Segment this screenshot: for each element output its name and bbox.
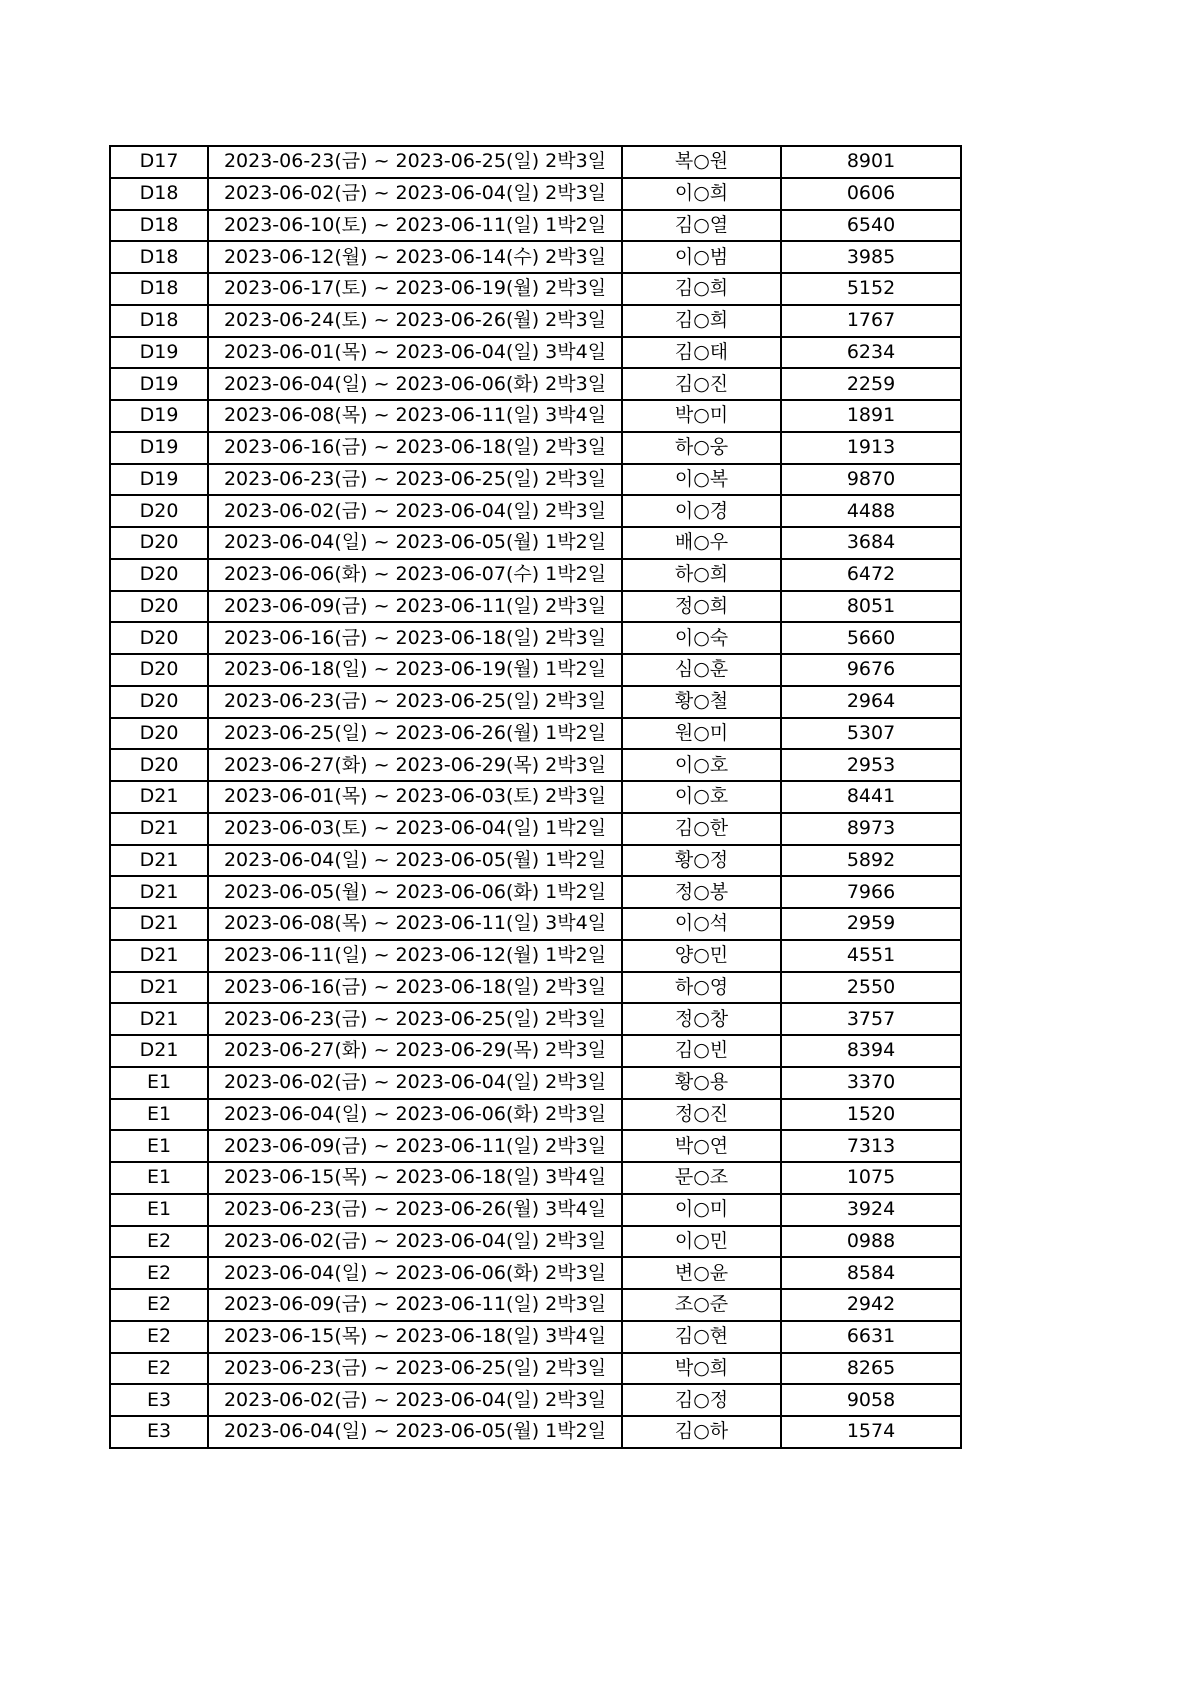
period-cell: 2023-06-27(화) ~ 2023-06-29(목) 2박3일 (208, 1035, 622, 1067)
period-cell: 2023-06-23(금) ~ 2023-06-26(월) 3박4일 (208, 1194, 622, 1226)
table-row (110, 1384, 961, 1416)
table-row (110, 749, 961, 781)
period-cell: 2023-06-08(목) ~ 2023-06-11(일) 3박4일 (208, 400, 622, 432)
phone-suffix-cell: 8265 (781, 1353, 961, 1385)
phone-suffix-cell: 3757 (781, 1003, 961, 1035)
guest-name-cell: 김○희 (622, 305, 781, 337)
phone-suffix-cell: 2942 (781, 1289, 961, 1321)
table-row (110, 781, 961, 813)
site-cell: D21 (110, 1003, 208, 1035)
guest-name-cell: 양○민 (622, 940, 781, 972)
site-cell: E1 (110, 1130, 208, 1162)
phone-suffix-cell: 5660 (781, 622, 961, 654)
table-row (110, 813, 961, 845)
site-cell: D19 (110, 368, 208, 400)
table-row (110, 495, 961, 527)
table-row (110, 1321, 961, 1353)
period-cell: 2023-06-06(화) ~ 2023-06-07(수) 1박2일 (208, 559, 622, 591)
site-cell: D20 (110, 718, 208, 750)
phone-suffix-cell: 5307 (781, 718, 961, 750)
guest-name-cell: 이○범 (622, 241, 781, 273)
guest-name-cell: 박○미 (622, 400, 781, 432)
site-cell: D19 (110, 432, 208, 464)
period-cell: 2023-06-04(일) ~ 2023-06-05(월) 1박2일 (208, 527, 622, 559)
site-cell: D18 (110, 241, 208, 273)
period-cell: 2023-06-23(금) ~ 2023-06-25(일) 2박3일 (208, 464, 622, 496)
phone-suffix-cell: 2953 (781, 749, 961, 781)
phone-suffix-cell: 8441 (781, 781, 961, 813)
phone-suffix-cell: 8901 (781, 146, 961, 178)
guest-name-cell: 이○석 (622, 908, 781, 940)
site-cell: D19 (110, 337, 208, 369)
period-cell: 2023-06-15(목) ~ 2023-06-18(일) 3박4일 (208, 1321, 622, 1353)
table-row (110, 1289, 961, 1321)
table-row (110, 972, 961, 1004)
guest-name-cell: 이○호 (622, 749, 781, 781)
period-cell: 2023-06-15(목) ~ 2023-06-18(일) 3박4일 (208, 1162, 622, 1194)
guest-name-cell: 김○한 (622, 813, 781, 845)
phone-suffix-cell: 7966 (781, 876, 961, 908)
phone-suffix-cell: 3684 (781, 527, 961, 559)
period-cell: 2023-06-23(금) ~ 2023-06-25(일) 2박3일 (208, 1353, 622, 1385)
phone-suffix-cell: 6631 (781, 1321, 961, 1353)
period-cell: 2023-06-18(일) ~ 2023-06-19(월) 1박2일 (208, 654, 622, 686)
period-cell: 2023-06-09(금) ~ 2023-06-11(일) 2박3일 (208, 1289, 622, 1321)
period-cell: 2023-06-02(금) ~ 2023-06-04(일) 2박3일 (208, 178, 622, 210)
period-cell: 2023-06-09(금) ~ 2023-06-11(일) 2박3일 (208, 1130, 622, 1162)
phone-suffix-cell: 1767 (781, 305, 961, 337)
phone-suffix-cell: 3985 (781, 241, 961, 273)
guest-name-cell: 심○훈 (622, 654, 781, 686)
site-cell: D21 (110, 876, 208, 908)
period-cell: 2023-06-12(월) ~ 2023-06-14(수) 2박3일 (208, 241, 622, 273)
period-cell: 2023-06-03(토) ~ 2023-06-04(일) 1박2일 (208, 813, 622, 845)
guest-name-cell: 이○희 (622, 178, 781, 210)
site-cell: D18 (110, 210, 208, 242)
table-row (110, 1067, 961, 1099)
period-cell: 2023-06-04(일) ~ 2023-06-06(화) 2박3일 (208, 1257, 622, 1289)
phone-suffix-cell: 8394 (781, 1035, 961, 1067)
site-cell: E2 (110, 1353, 208, 1385)
phone-suffix-cell: 9058 (781, 1384, 961, 1416)
table-row (110, 1162, 961, 1194)
phone-suffix-cell: 8973 (781, 813, 961, 845)
site-cell: E2 (110, 1321, 208, 1353)
site-cell: E2 (110, 1257, 208, 1289)
guest-name-cell: 이○호 (622, 781, 781, 813)
table-row (110, 1257, 961, 1289)
guest-name-cell: 복○원 (622, 146, 781, 178)
site-cell: D20 (110, 749, 208, 781)
phone-suffix-cell: 5152 (781, 273, 961, 305)
guest-name-cell: 이○미 (622, 1194, 781, 1226)
site-cell: D21 (110, 908, 208, 940)
phone-suffix-cell: 2959 (781, 908, 961, 940)
period-cell: 2023-06-02(금) ~ 2023-06-04(일) 2박3일 (208, 1226, 622, 1258)
table-row (110, 591, 961, 623)
table-row (110, 400, 961, 432)
guest-name-cell: 배○우 (622, 527, 781, 559)
site-cell: D20 (110, 495, 208, 527)
phone-suffix-cell: 0606 (781, 178, 961, 210)
period-cell: 2023-06-25(일) ~ 2023-06-26(월) 1박2일 (208, 718, 622, 750)
site-cell: D20 (110, 527, 208, 559)
table-row (110, 559, 961, 591)
guest-name-cell: 이○민 (622, 1226, 781, 1258)
site-cell: D18 (110, 178, 208, 210)
guest-name-cell: 변○윤 (622, 1257, 781, 1289)
period-cell: 2023-06-09(금) ~ 2023-06-11(일) 2박3일 (208, 591, 622, 623)
reservation-table (109, 145, 962, 1449)
table-row (110, 686, 961, 718)
guest-name-cell: 김○진 (622, 368, 781, 400)
phone-suffix-cell: 0988 (781, 1226, 961, 1258)
site-cell: E3 (110, 1384, 208, 1416)
site-cell: D17 (110, 146, 208, 178)
site-cell: D21 (110, 972, 208, 1004)
phone-suffix-cell: 6472 (781, 559, 961, 591)
table-row (110, 146, 961, 178)
phone-suffix-cell: 8584 (781, 1257, 961, 1289)
guest-name-cell: 하○희 (622, 559, 781, 591)
site-cell: D21 (110, 845, 208, 877)
phone-suffix-cell: 3924 (781, 1194, 961, 1226)
guest-name-cell: 박○희 (622, 1353, 781, 1385)
table-row (110, 337, 961, 369)
site-cell: E2 (110, 1226, 208, 1258)
site-cell: D19 (110, 464, 208, 496)
phone-suffix-cell: 1913 (781, 432, 961, 464)
guest-name-cell: 이○복 (622, 464, 781, 496)
guest-name-cell: 황○용 (622, 1067, 781, 1099)
phone-suffix-cell: 9676 (781, 654, 961, 686)
site-cell: E1 (110, 1099, 208, 1131)
phone-suffix-cell: 6540 (781, 210, 961, 242)
table-row (110, 1226, 961, 1258)
guest-name-cell: 김○희 (622, 273, 781, 305)
guest-name-cell: 이○숙 (622, 622, 781, 654)
table-row (110, 273, 961, 305)
period-cell: 2023-06-04(일) ~ 2023-06-06(화) 2박3일 (208, 1099, 622, 1131)
phone-suffix-cell: 2964 (781, 686, 961, 718)
site-cell: D21 (110, 781, 208, 813)
table-row (110, 210, 961, 242)
period-cell: 2023-06-01(목) ~ 2023-06-04(일) 3박4일 (208, 337, 622, 369)
site-cell: E1 (110, 1194, 208, 1226)
period-cell: 2023-06-04(일) ~ 2023-06-05(월) 1박2일 (208, 845, 622, 877)
table-row (110, 305, 961, 337)
table-row (110, 845, 961, 877)
table-row (110, 1003, 961, 1035)
table-row (110, 432, 961, 464)
phone-suffix-cell: 2550 (781, 972, 961, 1004)
phone-suffix-cell: 5892 (781, 845, 961, 877)
phone-suffix-cell: 1520 (781, 1099, 961, 1131)
phone-suffix-cell: 1075 (781, 1162, 961, 1194)
period-cell: 2023-06-02(금) ~ 2023-06-04(일) 2박3일 (208, 1384, 622, 1416)
guest-name-cell: 하○영 (622, 972, 781, 1004)
table-row (110, 241, 961, 273)
site-cell: E1 (110, 1162, 208, 1194)
guest-name-cell: 이○경 (622, 495, 781, 527)
table-row (110, 178, 961, 210)
table-row (110, 527, 961, 559)
site-cell: D18 (110, 273, 208, 305)
phone-suffix-cell: 2259 (781, 368, 961, 400)
period-cell: 2023-06-27(화) ~ 2023-06-29(목) 2박3일 (208, 749, 622, 781)
phone-suffix-cell: 4551 (781, 940, 961, 972)
site-cell: D20 (110, 686, 208, 718)
site-cell: D20 (110, 622, 208, 654)
table-row (110, 1130, 961, 1162)
table-row (110, 1194, 961, 1226)
table-row (110, 718, 961, 750)
table-row (110, 368, 961, 400)
period-cell: 2023-06-23(금) ~ 2023-06-25(일) 2박3일 (208, 686, 622, 718)
table-row (110, 940, 961, 972)
guest-name-cell: 김○정 (622, 1384, 781, 1416)
phone-suffix-cell: 4488 (781, 495, 961, 527)
site-cell: D21 (110, 1035, 208, 1067)
reservation-rows (110, 146, 961, 1448)
guest-name-cell: 조○준 (622, 1289, 781, 1321)
guest-name-cell: 정○창 (622, 1003, 781, 1035)
period-cell: 2023-06-02(금) ~ 2023-06-04(일) 2박3일 (208, 1067, 622, 1099)
site-cell: D21 (110, 813, 208, 845)
site-cell: D21 (110, 940, 208, 972)
period-cell: 2023-06-24(토) ~ 2023-06-26(월) 2박3일 (208, 305, 622, 337)
period-cell: 2023-06-16(금) ~ 2023-06-18(일) 2박3일 (208, 432, 622, 464)
site-cell: E3 (110, 1416, 208, 1448)
guest-name-cell: 원○미 (622, 718, 781, 750)
guest-name-cell: 박○연 (622, 1130, 781, 1162)
period-cell: 2023-06-23(금) ~ 2023-06-25(일) 2박3일 (208, 1003, 622, 1035)
guest-name-cell: 문○조 (622, 1162, 781, 1194)
phone-suffix-cell: 6234 (781, 337, 961, 369)
period-cell: 2023-06-16(금) ~ 2023-06-18(일) 2박3일 (208, 622, 622, 654)
period-cell: 2023-06-02(금) ~ 2023-06-04(일) 2박3일 (208, 495, 622, 527)
site-cell: D20 (110, 591, 208, 623)
period-cell: 2023-06-08(목) ~ 2023-06-11(일) 3박4일 (208, 908, 622, 940)
period-cell: 2023-06-04(일) ~ 2023-06-06(화) 2박3일 (208, 368, 622, 400)
site-cell: D19 (110, 400, 208, 432)
guest-name-cell: 황○정 (622, 845, 781, 877)
site-cell: D20 (110, 654, 208, 686)
guest-name-cell: 정○희 (622, 591, 781, 623)
table-row (110, 654, 961, 686)
table-row (110, 1099, 961, 1131)
table-row (110, 622, 961, 654)
period-cell: 2023-06-23(금) ~ 2023-06-25(일) 2박3일 (208, 146, 622, 178)
table-row (110, 1035, 961, 1067)
guest-name-cell: 황○철 (622, 686, 781, 718)
guest-name-cell: 정○진 (622, 1099, 781, 1131)
site-cell: D20 (110, 559, 208, 591)
guest-name-cell: 정○봉 (622, 876, 781, 908)
phone-suffix-cell: 7313 (781, 1130, 961, 1162)
phone-suffix-cell: 9870 (781, 464, 961, 496)
table-row (110, 1416, 961, 1448)
guest-name-cell: 김○하 (622, 1416, 781, 1448)
phone-suffix-cell: 1891 (781, 400, 961, 432)
guest-name-cell: 하○웅 (622, 432, 781, 464)
guest-name-cell: 김○태 (622, 337, 781, 369)
table-row (110, 1353, 961, 1385)
period-cell: 2023-06-17(토) ~ 2023-06-19(월) 2박3일 (208, 273, 622, 305)
table-row (110, 464, 961, 496)
site-cell: D18 (110, 305, 208, 337)
site-cell: E1 (110, 1067, 208, 1099)
period-cell: 2023-06-11(일) ~ 2023-06-12(월) 1박2일 (208, 940, 622, 972)
guest-name-cell: 김○빈 (622, 1035, 781, 1067)
period-cell: 2023-06-16(금) ~ 2023-06-18(일) 2박3일 (208, 972, 622, 1004)
guest-name-cell: 김○열 (622, 210, 781, 242)
phone-suffix-cell: 1574 (781, 1416, 961, 1448)
period-cell: 2023-06-04(일) ~ 2023-06-05(월) 1박2일 (208, 1416, 622, 1448)
period-cell: 2023-06-10(토) ~ 2023-06-11(일) 1박2일 (208, 210, 622, 242)
table-row (110, 876, 961, 908)
period-cell: 2023-06-05(월) ~ 2023-06-06(화) 1박2일 (208, 876, 622, 908)
table-row (110, 908, 961, 940)
period-cell: 2023-06-01(목) ~ 2023-06-03(토) 2박3일 (208, 781, 622, 813)
site-cell: E2 (110, 1289, 208, 1321)
guest-name-cell: 김○현 (622, 1321, 781, 1353)
phone-suffix-cell: 8051 (781, 591, 961, 623)
phone-suffix-cell: 3370 (781, 1067, 961, 1099)
